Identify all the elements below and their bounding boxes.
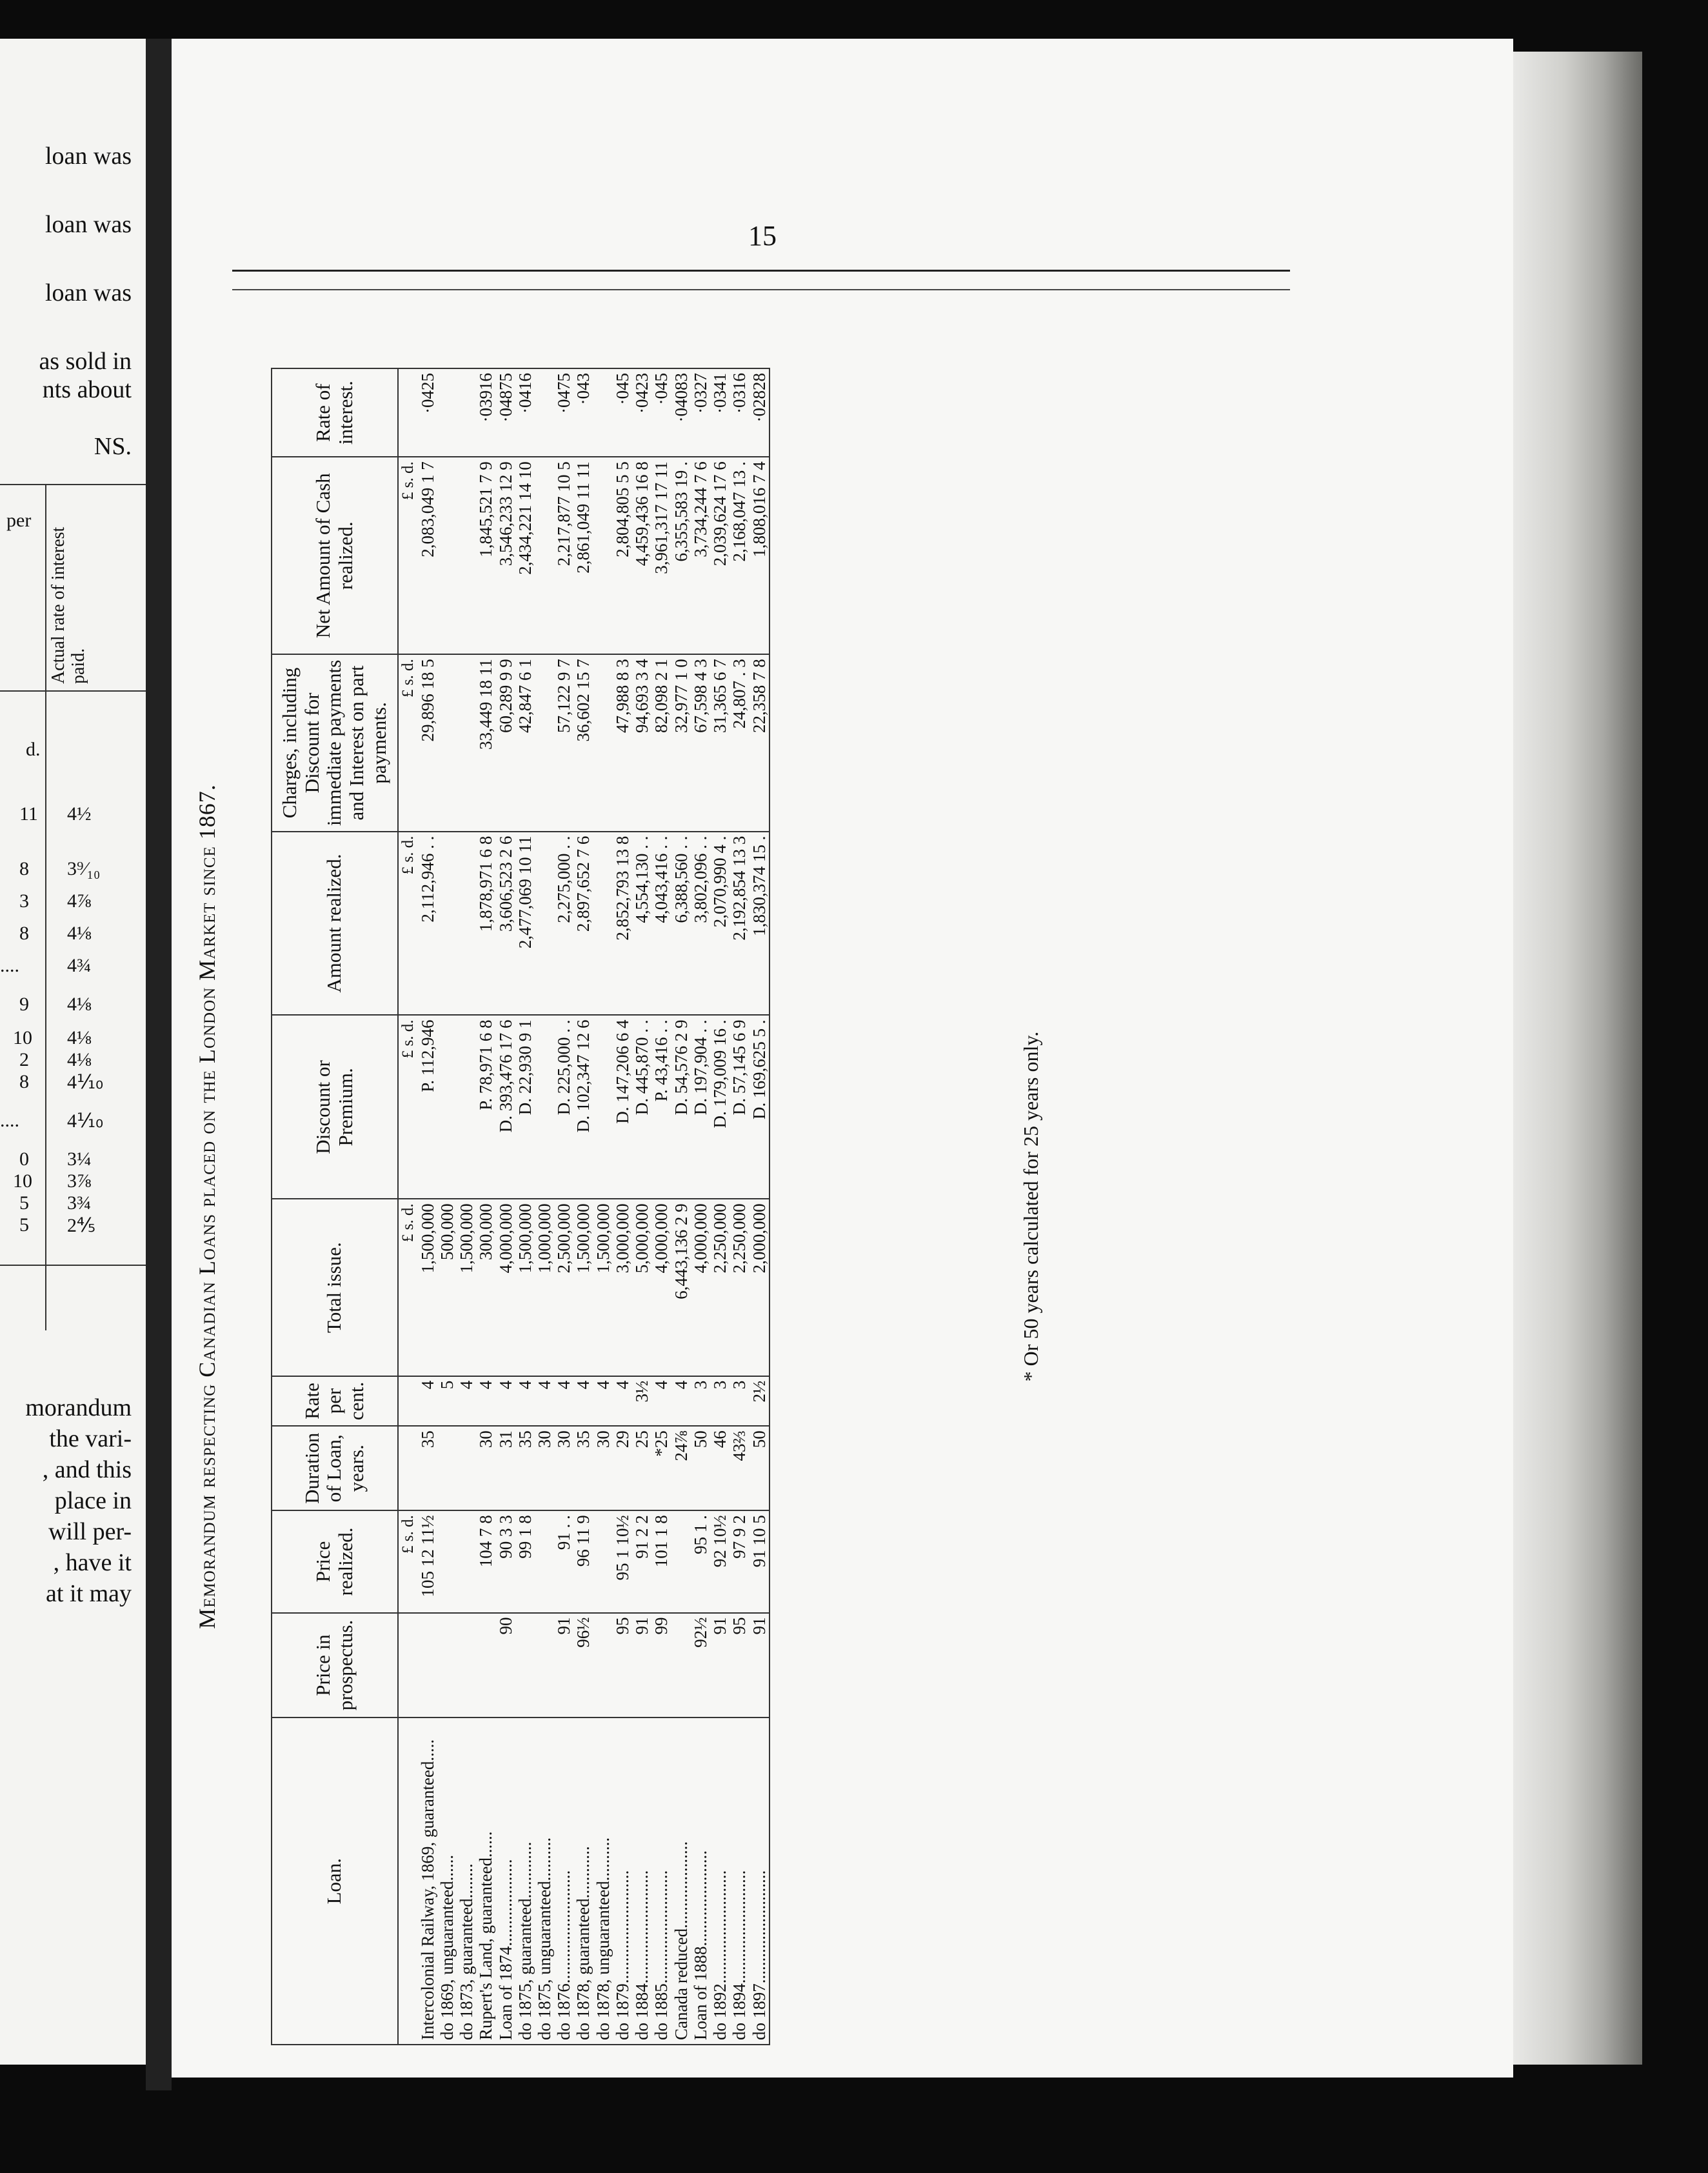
left-fragment: loan was: [45, 143, 132, 170]
charges-cell: 36,602 15 7: [573, 654, 593, 831]
left-fragment: loan was: [45, 211, 132, 238]
rate-cell: 4: [573, 1376, 593, 1426]
price-prospectus-cell: [476, 1613, 495, 1718]
table-footnote: * Or 50 years calculated for 25 years only.: [1019, 1031, 1042, 1382]
discount-cell: D. 57,145 6 9: [730, 1016, 749, 1199]
header-charges: Charges, including Discount for immediate payments and Interest on part payments.: [272, 654, 398, 831]
loan-name-cell: do 1894..........................: [730, 1717, 749, 2045]
duration-cell: 29: [613, 1426, 632, 1510]
price-realized-cell: 96 11 9: [573, 1510, 593, 1612]
rate-interest-cell: [457, 368, 476, 457]
price-realized-cell: 101 1 8: [651, 1510, 671, 1612]
duration-cell: 35: [573, 1426, 593, 1510]
amount-cell: 2,192,854 13 3: [730, 832, 749, 1016]
rate-cell: 4: [593, 1376, 613, 1426]
rate-interest-cell: ·03916: [476, 368, 495, 457]
discount-cell: P. 112,946: [418, 1016, 437, 1199]
rate-interest-cell: ·0425: [418, 368, 437, 457]
rate-interest-cell: ·04875: [496, 368, 515, 457]
net-amount-cell: 4,459,436 16 8: [632, 457, 651, 654]
left-fragment: place in: [54, 1487, 132, 1514]
left-rate-cell: 4⅛: [67, 923, 92, 944]
charges-cell: [457, 654, 476, 831]
net-amount-cell: 2,434,221 14 10: [515, 457, 535, 654]
table-row: [496, 368, 515, 2045]
duration-cell: 25: [632, 1426, 651, 1510]
discount-cell: D. 179,009 16 .: [710, 1016, 730, 1199]
left-d-cell: ....: [0, 955, 19, 976]
discount-cell: [535, 1016, 554, 1199]
left-rule: [0, 484, 146, 485]
net-amount-cell: [593, 457, 613, 654]
charges-cell: [535, 654, 554, 831]
amount-cell: [457, 832, 476, 1016]
discount-cell: D. 225,000 . .: [554, 1016, 573, 1199]
net-amount-cell: 2,168,047 13 .: [730, 457, 749, 654]
left-d-cell: ....: [0, 1110, 19, 1131]
price-realized-cell: 104 7 8: [476, 1510, 495, 1612]
total-issue-cell: 1,000,000: [535, 1199, 554, 1376]
total-issue-cell: 2,250,000: [730, 1199, 749, 1376]
total-issue-cell: 1,500,000: [573, 1199, 593, 1376]
units-lsd: £ s. d.: [398, 1199, 418, 1376]
loan-name-cell: do 1885..........................: [651, 1717, 671, 2045]
left-rule: [0, 1265, 146, 1266]
header-rate: Rate per cent.: [272, 1376, 398, 1426]
rate-interest-cell: ·0316: [730, 368, 749, 457]
total-issue-cell: 300,000: [476, 1199, 495, 1376]
top-rule: [232, 270, 1290, 272]
net-amount-cell: 2,861,049 11 11: [573, 457, 593, 654]
book-gutter: [146, 39, 172, 2090]
total-issue-cell: 2,250,000: [710, 1199, 730, 1376]
left-rate-cell: 4⅞: [67, 890, 92, 912]
price-prospectus-cell: 96½: [573, 1613, 593, 1718]
net-amount-cell: 3,961,317 17 11: [651, 457, 671, 654]
left-fragment: loan was: [45, 279, 132, 306]
left-d-cell: 5: [19, 1192, 29, 1214]
rate-interest-cell: [535, 368, 554, 457]
price-realized-cell: 91 10 5: [750, 1510, 770, 1612]
rate-interest-cell: ·0423: [632, 368, 651, 457]
table-row: [457, 368, 476, 2045]
amount-cell: 1,830,374 15 .: [750, 832, 770, 1016]
left-rate-cell: 4⅒: [67, 1072, 104, 1093]
duration-cell: 50: [750, 1426, 770, 1510]
price-realized-cell: [535, 1510, 554, 1612]
price-realized-cell: [457, 1510, 476, 1612]
charges-cell: 22,358 7 8: [750, 654, 770, 831]
header-price-realized: Price realized.: [272, 1510, 398, 1612]
duration-cell: 30: [554, 1426, 573, 1510]
total-issue-cell: 4,000,000: [651, 1199, 671, 1376]
discount-cell: [593, 1016, 613, 1199]
charges-cell: 29,896 18 5: [418, 654, 437, 831]
duration-cell: 35: [515, 1426, 535, 1510]
discount-cell: [437, 1016, 457, 1199]
rate-interest-cell: ·0341: [710, 368, 730, 457]
loan-name-cell: do 1878, guaranteed............: [573, 1717, 593, 2045]
total-issue-cell: 5,000,000: [632, 1199, 651, 1376]
rate-interest-cell: ·0416: [515, 368, 535, 457]
amount-cell: 2,477,069 10 11: [515, 832, 535, 1016]
duration-cell: 31: [496, 1426, 515, 1510]
net-amount-cell: 1,808,016 7 4: [750, 457, 770, 654]
left-d-cell: 9: [19, 994, 29, 1015]
rate-interest-cell: ·02828: [750, 368, 770, 457]
left-d-label: d.: [26, 739, 41, 760]
net-amount-cell: 1,845,521 7 9: [476, 457, 495, 654]
units-lsd: £ s. d.: [398, 1510, 418, 1612]
price-realized-cell: 95 1 10½: [613, 1510, 632, 1612]
rate-cell: 4: [496, 1376, 515, 1426]
rate-interest-cell: ·043: [573, 368, 593, 457]
charges-cell: 31,365 6 7: [710, 654, 730, 831]
header-price-prospectus: Price in prospectus.: [272, 1613, 398, 1718]
discount-cell: P. 78,971 6 8: [476, 1016, 495, 1199]
rate-cell: 4: [418, 1376, 437, 1426]
table-row: [750, 368, 770, 2045]
discount-cell: D. 445,870 . .: [632, 1016, 651, 1199]
net-amount-cell: 2,217,877 10 5: [554, 457, 573, 654]
left-fragment: the vari-: [49, 1425, 132, 1452]
loan-name-cell: do 1892..........................: [710, 1717, 730, 2045]
amount-cell: 3,606,523 2 6: [496, 832, 515, 1016]
table-row: [573, 368, 593, 2045]
loan-name-cell: do 1878, unguaranteed..........: [593, 1717, 613, 2045]
amount-cell: 1,878,971 6 8: [476, 832, 495, 1016]
net-amount-cell: 3,546,233 12 9: [496, 457, 515, 654]
table-row: [554, 368, 573, 2045]
page-edges: [1513, 52, 1642, 2065]
table-row: [476, 368, 495, 2045]
amount-cell: 4,043,416 . .: [651, 832, 671, 1016]
charges-cell: 67,598 4 3: [691, 654, 710, 831]
loan-name-cell: do 1879..........................: [613, 1717, 632, 2045]
left-rate-cell: 4½: [67, 803, 92, 825]
rate-cell: 5: [437, 1376, 457, 1426]
left-fragment: at it may: [46, 1580, 132, 1607]
rate-cell: 4: [476, 1376, 495, 1426]
loan-name-cell: Intercolonial Railway, 1869, guaranteed.....: [418, 1717, 437, 2045]
price-prospectus-cell: 92½: [691, 1613, 710, 1718]
loan-name-cell: Loan of 1888......................: [691, 1717, 710, 2045]
duration-cell: [437, 1426, 457, 1510]
left-header-actual: Actual rate of interest paid.: [48, 526, 88, 684]
rate-interest-cell: ·0475: [554, 368, 573, 457]
duration-cell: [457, 1426, 476, 1510]
duration-cell: 50: [691, 1426, 710, 1510]
total-issue-cell: 1,500,000: [418, 1199, 437, 1376]
price-prospectus-cell: [593, 1613, 613, 1718]
discount-cell: D. 22,930 9 1: [515, 1016, 535, 1199]
rate-cell: 2½: [750, 1376, 770, 1426]
duration-cell: 30: [593, 1426, 613, 1510]
rate-cell: 4: [554, 1376, 573, 1426]
left-fragment: , have it: [53, 1549, 132, 1576]
total-issue-cell: 3,000,000: [613, 1199, 632, 1376]
left-fragment: NS.: [94, 433, 132, 460]
rate-cell: 3: [730, 1376, 749, 1426]
loan-name-cell: do 1875, guaranteed.............: [515, 1717, 535, 2045]
price-realized-cell: 92 10½: [710, 1510, 730, 1612]
discount-cell: D. 393,476 17 6: [496, 1016, 515, 1199]
top-rule: [232, 289, 1290, 290]
price-prospectus-cell: 99: [651, 1613, 671, 1718]
table-title: Memorandum respecting Canadian Loans placed on the London Market since 1867.: [194, 784, 220, 1629]
charges-cell: 32,977 1 0: [671, 654, 691, 831]
total-issue-cell: 1,500,000: [457, 1199, 476, 1376]
left-d-cell: 8: [19, 923, 29, 944]
header-rate-interest: Rate of interest.: [272, 368, 398, 457]
price-realized-cell: [593, 1510, 613, 1612]
price-prospectus-cell: 95: [613, 1613, 632, 1718]
table-row: [651, 368, 671, 2045]
table-row: [730, 368, 749, 2045]
left-rate-cell: 3¼: [67, 1148, 92, 1170]
header-amount: Amount realized.: [272, 832, 398, 1016]
charges-cell: 60,289 9 9: [496, 654, 515, 831]
net-amount-cell: [457, 457, 476, 654]
discount-cell: D. 147,206 6 4: [613, 1016, 632, 1199]
left-d-cell: 0: [19, 1148, 29, 1170]
units-row: [398, 368, 418, 2045]
table-row: [418, 368, 437, 2045]
left-fragment: as sold in: [39, 348, 132, 375]
rate-cell: 4: [457, 1376, 476, 1426]
price-prospectus-cell: [457, 1613, 476, 1718]
table-row: [691, 368, 710, 2045]
loan-name-cell: do 1869, unguaranteed......: [437, 1717, 457, 2045]
left-d-cell: 11: [19, 803, 38, 825]
page-number: 15: [748, 220, 777, 252]
price-prospectus-cell: [437, 1613, 457, 1718]
duration-cell: 30: [535, 1426, 554, 1510]
left-d-cell: 3: [19, 890, 29, 912]
loan-name-cell: do 1884..........................: [632, 1717, 651, 2045]
table-row: [710, 368, 730, 2045]
table-row: [632, 368, 651, 2045]
amount-cell: 2,112,946 . .: [418, 832, 437, 1016]
charges-cell: 33,449 18 11: [476, 654, 495, 831]
discount-cell: D. 169,625 5 .: [750, 1016, 770, 1199]
total-issue-cell: 2,000,000: [750, 1199, 770, 1376]
total-issue-cell: 500,000: [437, 1199, 457, 1376]
rate-interest-cell: ·0327: [691, 368, 710, 457]
discount-cell: D. 197,904 . .: [691, 1016, 710, 1199]
rate-cell: 3: [691, 1376, 710, 1426]
charges-cell: [593, 654, 613, 831]
discount-cell: D. 102,347 12 6: [573, 1016, 593, 1199]
price-prospectus-cell: 91: [750, 1613, 770, 1718]
table-row: [535, 368, 554, 2045]
price-prospectus-cell: 91: [632, 1613, 651, 1718]
duration-cell: 24⅞: [671, 1426, 691, 1510]
rate-cell: 4: [613, 1376, 632, 1426]
left-rate-cell: 4⅛: [67, 1049, 92, 1070]
amount-cell: [593, 832, 613, 1016]
rate-interest-cell: [593, 368, 613, 457]
duration-cell: 46: [710, 1426, 730, 1510]
units-lsd: £ s. d.: [398, 654, 418, 831]
price-realized-cell: 99 1 8: [515, 1510, 535, 1612]
duration-cell: 43⅔: [730, 1426, 749, 1510]
price-realized-cell: [671, 1510, 691, 1612]
left-rate-cell: 3⁹⁄₁₀: [67, 858, 101, 879]
total-issue-cell: 4,000,000: [496, 1199, 515, 1376]
amount-cell: 2,275,000 . .: [554, 832, 573, 1016]
price-prospectus-cell: [515, 1613, 535, 1718]
charges-cell: [437, 654, 457, 831]
left-rate-cell: 3¾: [67, 1192, 92, 1214]
rate-interest-cell: ·045: [613, 368, 632, 457]
left-page: [0, 39, 146, 2065]
charges-cell: 24,807 . 3: [730, 654, 749, 831]
net-amount-cell: [437, 457, 457, 654]
left-d-cell: 8: [19, 858, 29, 879]
net-amount-cell: 2,804,805 5 5: [613, 457, 632, 654]
rate-cell: 3½: [632, 1376, 651, 1426]
charges-cell: 82,098 2 1: [651, 654, 671, 831]
loans-table: [271, 368, 770, 2045]
total-issue-cell: 1,500,000: [593, 1199, 613, 1376]
amount-cell: [437, 832, 457, 1016]
left-d-cell: 10: [13, 1027, 32, 1048]
units-lsd: £ s. d.: [398, 1016, 418, 1199]
net-amount-cell: 3,734,244 7 6: [691, 457, 710, 654]
table-row: [671, 368, 691, 2045]
loan-name-cell: Rupert's Land, guaranteed......: [476, 1717, 495, 2045]
left-d-cell: 8: [19, 1071, 29, 1092]
duration-cell: 35: [418, 1426, 437, 1510]
total-issue-cell: 2,500,000: [554, 1199, 573, 1376]
table-row: [613, 368, 632, 2045]
price-realized-cell: 91 2 2: [632, 1510, 651, 1612]
left-d-cell: 5: [19, 1214, 29, 1236]
left-fragment: , and this: [42, 1456, 132, 1483]
amount-cell: 3,802,096 . .: [691, 832, 710, 1016]
header-loan: Loan.: [272, 1717, 398, 2045]
price-realized-cell: 91 . .: [554, 1510, 573, 1612]
header-total-issue: Total issue.: [272, 1199, 398, 1376]
price-realized-cell: 97 9 2: [730, 1510, 749, 1612]
left-rate-cell: 4¾: [67, 955, 92, 976]
rate-interest-cell: ·04083: [671, 368, 691, 457]
loan-name-cell: do 1873, guaranteed........: [457, 1717, 476, 2045]
left-rate-cell: 4⅛: [67, 1027, 92, 1048]
price-prospectus-cell: [418, 1613, 437, 1718]
total-issue-cell: 4,000,000: [691, 1199, 710, 1376]
loan-name-cell: do 1897..........................: [750, 1717, 770, 2045]
left-rule: [0, 690, 146, 692]
left-fragment: morandum: [25, 1394, 132, 1421]
left-d-cell: 10: [13, 1170, 32, 1192]
amount-cell: 2,897,652 7 6: [573, 832, 593, 1016]
left-rate-cell: 3⅞: [67, 1170, 92, 1192]
loan-name-cell: Loan of 1874....................: [496, 1717, 515, 2045]
rate-interest-cell: [437, 368, 457, 457]
price-prospectus-cell: [535, 1613, 554, 1718]
amount-cell: 2,852,793 13 8: [613, 832, 632, 1016]
left-column-rule: [45, 485, 46, 1330]
price-prospectus-cell: 91: [554, 1613, 573, 1718]
left-fragment: nts about: [42, 376, 132, 403]
table-row: [593, 368, 613, 2045]
price-realized-cell: 90 3 3: [496, 1510, 515, 1612]
left-d-cell: 2: [19, 1049, 29, 1070]
price-prospectus-cell: [671, 1613, 691, 1718]
net-amount-cell: 2,039,624 17 6: [710, 457, 730, 654]
total-issue-cell: 6,443,136 2 9: [671, 1199, 691, 1376]
amount-cell: [535, 832, 554, 1016]
price-realized-cell: [437, 1510, 457, 1612]
amount-cell: 6,388,560 . .: [671, 832, 691, 1016]
net-amount-cell: 2,083,049 1 7: [418, 457, 437, 654]
header-net: Net Amount of Cash realized.: [272, 457, 398, 654]
price-prospectus-cell: 95: [730, 1613, 749, 1718]
loan-name-cell: do 1876..........................: [554, 1717, 573, 2045]
discount-cell: [457, 1016, 476, 1199]
rate-interest-cell: ·045: [651, 368, 671, 457]
charges-cell: 42,847 6 1: [515, 654, 535, 831]
rate-cell: 4: [535, 1376, 554, 1426]
left-rate-cell: 2⅘: [67, 1215, 96, 1236]
table-row: [437, 368, 457, 2045]
table-row: [515, 368, 535, 2045]
loan-name-cell: Canada reduced....................: [671, 1717, 691, 2045]
rate-cell: 4: [515, 1376, 535, 1426]
units-lsd: £ s. d.: [398, 832, 418, 1016]
table-header-row: [272, 368, 398, 2045]
duration-cell: 30: [476, 1426, 495, 1510]
price-prospectus-cell: 91: [710, 1613, 730, 1718]
discount-cell: D. 54,576 2 9: [671, 1016, 691, 1199]
charges-cell: 57,122 9 7: [554, 654, 573, 831]
discount-cell: P. 43,416 . .: [651, 1016, 671, 1199]
rate-cell: 4: [651, 1376, 671, 1426]
price-realized-cell: 105 12 11½: [418, 1510, 437, 1612]
rate-cell: 3: [710, 1376, 730, 1426]
net-amount-cell: [535, 457, 554, 654]
left-header-per: per: [6, 510, 32, 531]
duration-cell: *25: [651, 1426, 671, 1510]
charges-cell: 47,988 8 3: [613, 654, 632, 831]
left-rate-cell: 4⅛: [67, 994, 92, 1015]
net-amount-cell: 6,355,583 19 .: [671, 457, 691, 654]
loan-name-cell: do 1875, unguaranteed..........: [535, 1717, 554, 2045]
amount-cell: 4,554,130 . .: [632, 832, 651, 1016]
price-prospectus-cell: 90: [496, 1613, 515, 1718]
rotated-table-container: [194, 368, 1042, 2045]
amount-cell: 2,070,990 4 .: [710, 832, 730, 1016]
left-rate-cell: 4⅒: [67, 1110, 104, 1132]
header-duration: Duration of Loan, years.: [272, 1426, 398, 1510]
header-discount: Discount or Premium.: [272, 1016, 398, 1199]
total-issue-cell: 1,500,000: [515, 1199, 535, 1376]
units-lsd: £ s. d.: [398, 457, 418, 654]
left-fragment: will per-: [48, 1518, 132, 1545]
price-realized-cell: 95 1 .: [691, 1510, 710, 1612]
charges-cell: 94,693 3 4: [632, 654, 651, 831]
rate-cell: 4: [671, 1376, 691, 1426]
